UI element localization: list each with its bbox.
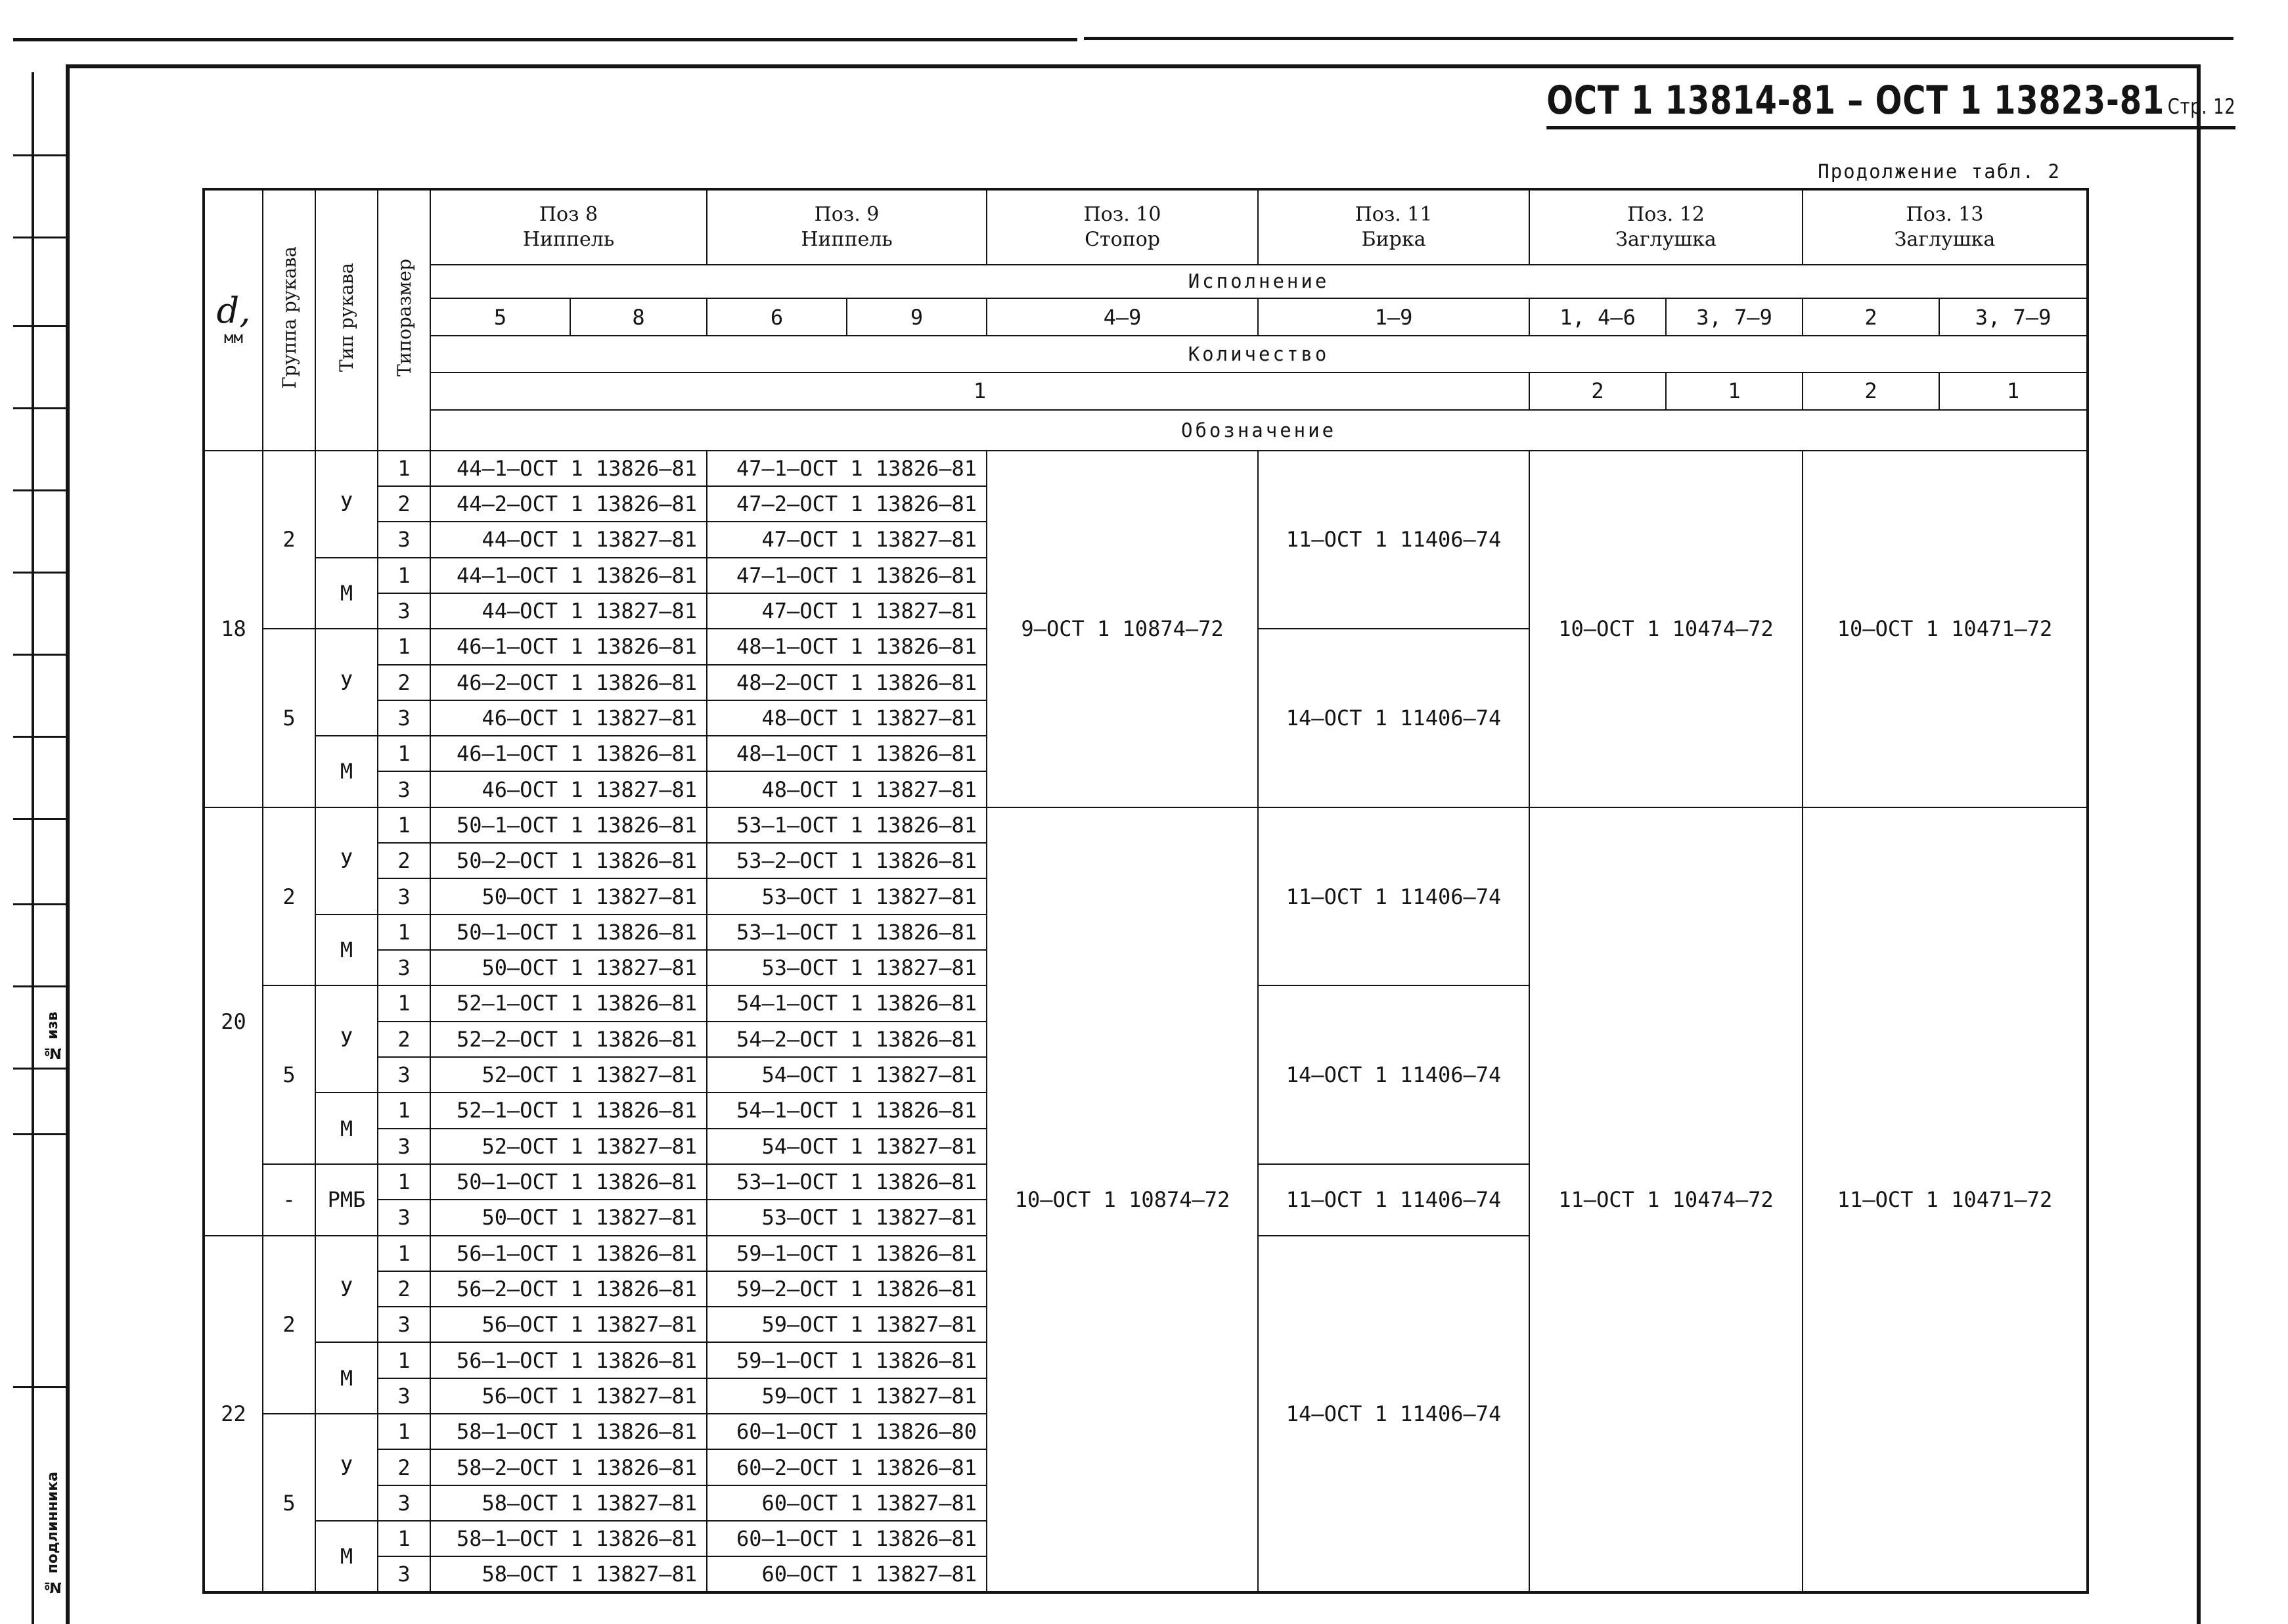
pos9-cell: 53–ОСТ 1 13827–81 [707,1200,987,1235]
pos11-cell: 14–ОСТ 1 11406–74 [1258,985,1529,1164]
top-border-line [13,38,1077,41]
pos8-cell: 44–1–ОСТ 1 13826–81 [430,451,707,486]
size-cell: 1 [378,1521,430,1556]
size-cell: 1 [378,1236,430,1271]
pos9-cell: 47–1–ОСТ 1 13826–81 [707,451,987,486]
type-value: У [315,1414,378,1521]
margin-tick [13,1133,66,1135]
pos8-cell: 50–ОСТ 1 13827–81 [430,950,707,985]
pos8-cell: 52–1–ОСТ 1 13826–81 [430,985,707,1021]
pos11-header: Поз. 11 Бирка [1258,189,1529,265]
pos8-cell: 50–1–ОСТ 1 13826–81 [430,807,707,843]
isp-value: 8 [570,298,707,336]
pos9-cell: 53–1–ОСТ 1 13826–81 [707,914,987,950]
size-cell: 3 [378,1307,430,1342]
pos8-cell: 46–ОСТ 1 13827–81 [430,771,707,807]
pos9-cell: 48–1–ОСТ 1 13826–81 [707,629,987,664]
pos8-cell: 52–2–ОСТ 1 13826–81 [430,1022,707,1057]
margin-tick [13,489,66,491]
pos12-cell: 10–ОСТ 1 10474–72 [1529,451,1803,807]
pos12-cell: 11–ОСТ 1 10474–72 [1529,807,1803,1592]
isp-value: 6 [707,298,847,336]
group-value: 2 [263,451,315,629]
pos11-cell: 11–ОСТ 1 11406–74 [1258,1164,1529,1236]
margin-label-original: № подлинника [45,1472,61,1595]
document-title [1546,78,2235,129]
margin-tick [13,154,66,156]
d-value-22: 22 [204,1236,263,1593]
pos8-cell: 56–2–ОСТ 1 13826–81 [430,1271,707,1307]
margin-tick [13,654,66,656]
kolichestvo-header: Количество [430,336,2088,372]
ispolnenie-header: Исполнение [430,265,2088,298]
pos8-cell: 58–1–ОСТ 1 13826–81 [430,1414,707,1449]
pos9-cell: 48–2–ОСТ 1 13826–81 [707,665,987,700]
type-value: М [315,1521,378,1592]
pos8-cell: 46–ОСТ 1 13827–81 [430,700,707,736]
margin-tick [13,985,66,987]
specification-table [202,188,2089,1594]
d-value-18: 18 [204,451,263,807]
group-value: 5 [263,629,315,807]
pos8-cell: 50–ОСТ 1 13827–81 [430,1200,707,1235]
pos9-cell: 53–2–ОСТ 1 13826–81 [707,843,987,878]
pos8-cell: 58–2–ОСТ 1 13826–81 [430,1449,707,1485]
type-value: М [315,914,378,986]
size-cell: 1 [378,451,430,486]
size-cell: 2 [378,665,430,700]
size-cell: 2 [378,843,430,878]
pos9-cell: 53–1–ОСТ 1 13826–81 [707,1164,987,1200]
pos9-cell: 48–1–ОСТ 1 13826–81 [707,736,987,771]
size-cell: 1 [378,1093,430,1128]
margin-tick [13,407,66,409]
size-cell: 3 [378,1556,430,1592]
pos9-cell: 53–ОСТ 1 13827–81 [707,950,987,985]
isp-value: 5 [430,298,570,336]
margin-tick [13,736,66,738]
frame-right-line [2197,64,2201,1624]
pos9-cell: 59–ОСТ 1 13827–81 [707,1307,987,1342]
qty-value: 1 [430,372,1529,410]
size-cell: 3 [378,1200,430,1235]
size-cell: 3 [378,593,430,629]
pos9-cell: 53–ОСТ 1 13827–81 [707,878,987,914]
size-cell: 2 [378,1022,430,1057]
pos8-cell: 50–1–ОСТ 1 13826–81 [430,914,707,950]
group-value: 5 [263,1414,315,1592]
pos9-cell: 60–ОСТ 1 13827–81 [707,1485,987,1521]
group-value: 2 [263,807,315,986]
pos8-cell: 58–ОСТ 1 13827–81 [430,1485,707,1521]
pos8-cell: 50–2–ОСТ 1 13826–81 [430,843,707,878]
size-cell: 3 [378,1057,430,1093]
pos8-header: Поз 8 Ниппель [430,189,707,265]
top-border-line-right [1084,37,2233,40]
pos8-cell: 52–1–ОСТ 1 13826–81 [430,1093,707,1128]
pos13-cell: 10–ОСТ 1 10471–72 [1803,451,2088,807]
frame-left-line [66,64,70,1624]
pos9-cell: 54–ОСТ 1 13827–81 [707,1129,987,1164]
pos8-cell: 50–ОСТ 1 13827–81 [430,878,707,914]
size-cell: 2 [378,1449,430,1485]
margin-tick [13,903,66,905]
pos8-cell: 52–ОСТ 1 13827–81 [430,1057,707,1093]
pos9-cell: 60–ОСТ 1 13827–81 [707,1556,987,1592]
size-cell: 3 [378,1485,430,1521]
pos11-cell: 14–ОСТ 1 11406–74 [1258,629,1529,807]
type-value: М [315,1093,378,1164]
oboznachenie-header: Обозначение [430,410,2088,450]
margin-tick [13,325,66,327]
qty-value: 1 [1666,372,1803,410]
pos9-cell: 47–ОСТ 1 13827–81 [707,593,987,629]
pos13-cell: 11–ОСТ 1 10471–72 [1803,807,2088,1592]
size-cell: 3 [378,878,430,914]
size-cell: 1 [378,1164,430,1200]
pos8-cell: 46–2–ОСТ 1 13826–81 [430,665,707,700]
pos9-cell: 59–2–ОСТ 1 13826–81 [707,1271,987,1307]
pos8-cell: 56–1–ОСТ 1 13826–81 [430,1236,707,1271]
pos9-cell: 47–1–ОСТ 1 13826–81 [707,558,987,593]
type-value: М [315,736,378,807]
qty-value: 2 [1529,372,1666,410]
pos8-cell: 44–1–ОСТ 1 13826–81 [430,558,707,593]
size-cell: 1 [378,1414,430,1449]
margin-tick [13,237,66,238]
margin-tick [13,818,66,820]
col-group-header: Группа рукава [263,189,315,451]
pos9-cell: 54–ОСТ 1 13827–81 [707,1057,987,1093]
col-size-header: Типоразмер [378,189,430,451]
type-value: У [315,807,378,914]
isp-value: 2 [1803,298,1939,336]
isp-value: 3, 7–9 [1666,298,1803,336]
size-cell: 1 [378,914,430,950]
pos9-header: Поз. 9 Ниппель [707,189,987,265]
size-cell: 3 [378,522,430,557]
pos9-cell: 60–1–ОСТ 1 13826–81 [707,1521,987,1556]
pos8-cell: 46–1–ОСТ 1 13826–81 [430,736,707,771]
pos8-cell: 50–1–ОСТ 1 13826–81 [430,1164,707,1200]
pos9-cell: 47–2–ОСТ 1 13826–81 [707,486,987,522]
pos9-cell: 59–1–ОСТ 1 13826–81 [707,1342,987,1378]
size-cell: 1 [378,736,430,771]
pos8-cell: 56–1–ОСТ 1 13826–81 [430,1342,707,1378]
type-value: М [315,1342,378,1414]
pos11-cell: 11–ОСТ 1 11406–74 [1258,807,1529,986]
pos11-cell: 14–ОСТ 1 11406–74 [1258,1236,1529,1593]
pos9-cell: 54–1–ОСТ 1 13826–81 [707,1093,987,1128]
group-value: 2 [263,1236,315,1414]
pos13-header: Поз. 13 Заглушка [1803,189,2088,265]
margin-tick [13,1068,66,1070]
pos9-cell: 59–ОСТ 1 13827–81 [707,1378,987,1414]
size-cell: 3 [378,700,430,736]
margin-left-line [32,72,34,1624]
type-value: У [315,985,378,1093]
group-value: - [263,1164,315,1236]
pos8-cell: 46–1–ОСТ 1 13826–81 [430,629,707,664]
pos9-cell: 60–2–ОСТ 1 13826–81 [707,1449,987,1485]
size-cell: 1 [378,807,430,843]
isp-value: 1, 4–6 [1529,298,1666,336]
pos12-header: Поз. 12 Заглушка [1529,189,1803,265]
type-value: РМБ [315,1164,378,1236]
pos9-cell: 54–1–ОСТ 1 13826–81 [707,985,987,1021]
margin-tick [13,1386,66,1388]
pos9-cell: 59–1–ОСТ 1 13826–81 [707,1236,987,1271]
type-value: М [315,558,378,629]
table-continuation-label: Продолжение табл. 2 [1818,160,2061,183]
margin-label-notice: № изв [45,1012,61,1061]
title-text: ОСТ 1 13814-81 – ОСТ 1 13823-81 [1546,78,2165,124]
qty-value: 2 [1803,372,1939,410]
isp-value: 3, 7–9 [1939,298,2088,336]
pos8-cell: 52–ОСТ 1 13827–81 [430,1129,707,1164]
page-number: Стр. 12 [2167,94,2235,119]
size-cell: 2 [378,1271,430,1307]
d-value-20: 20 [204,807,263,1236]
type-value: У [315,1236,378,1343]
isp-value: 1–9 [1258,298,1529,336]
size-cell: 1 [378,558,430,593]
size-cell: 1 [378,1342,430,1378]
pos10-cell: 10–ОСТ 1 10874–72 [987,807,1258,1592]
size-cell: 3 [378,1378,430,1414]
pos10-cell: 9–ОСТ 1 10874–72 [987,451,1258,807]
pos8-cell: 56–ОСТ 1 13827–81 [430,1378,707,1414]
margin-tick [13,572,66,574]
pos9-cell: 60–1–ОСТ 1 13826–80 [707,1414,987,1449]
qty-value: 1 [1939,372,2088,410]
size-cell: 3 [378,1129,430,1164]
size-cell: 1 [378,985,430,1021]
type-value: У [315,451,378,558]
pos11-cell: 11–ОСТ 1 11406–74 [1258,451,1529,629]
pos10-header: Поз. 10 Стопор [987,189,1258,265]
pos9-cell: 47–ОСТ 1 13827–81 [707,522,987,557]
pos8-cell: 58–1–ОСТ 1 13826–81 [430,1521,707,1556]
pos8-cell: 44–2–ОСТ 1 13826–81 [430,486,707,522]
pos8-cell: 58–ОСТ 1 13827–81 [430,1556,707,1592]
col-type-header: Тип рукава [315,189,378,451]
size-cell: 3 [378,771,430,807]
pos9-cell: 48–ОСТ 1 13827–81 [707,771,987,807]
pos9-cell: 53–1–ОСТ 1 13826–81 [707,807,987,843]
size-cell: 3 [378,950,430,985]
isp-value: 9 [847,298,987,336]
isp-value: 4–9 [987,298,1258,336]
pos8-cell: 56–ОСТ 1 13827–81 [430,1307,707,1342]
col-d-header: d, мм [204,189,263,451]
type-value: У [315,629,378,736]
size-cell: 2 [378,486,430,522]
group-value: 5 [263,985,315,1164]
pos8-cell: 44–ОСТ 1 13827–81 [430,593,707,629]
pos8-cell: 44–ОСТ 1 13827–81 [430,522,707,557]
size-cell: 1 [378,629,430,664]
pos9-cell: 48–ОСТ 1 13827–81 [707,700,987,736]
frame-top-line [66,64,2201,68]
pos9-cell: 54–2–ОСТ 1 13826–81 [707,1022,987,1057]
